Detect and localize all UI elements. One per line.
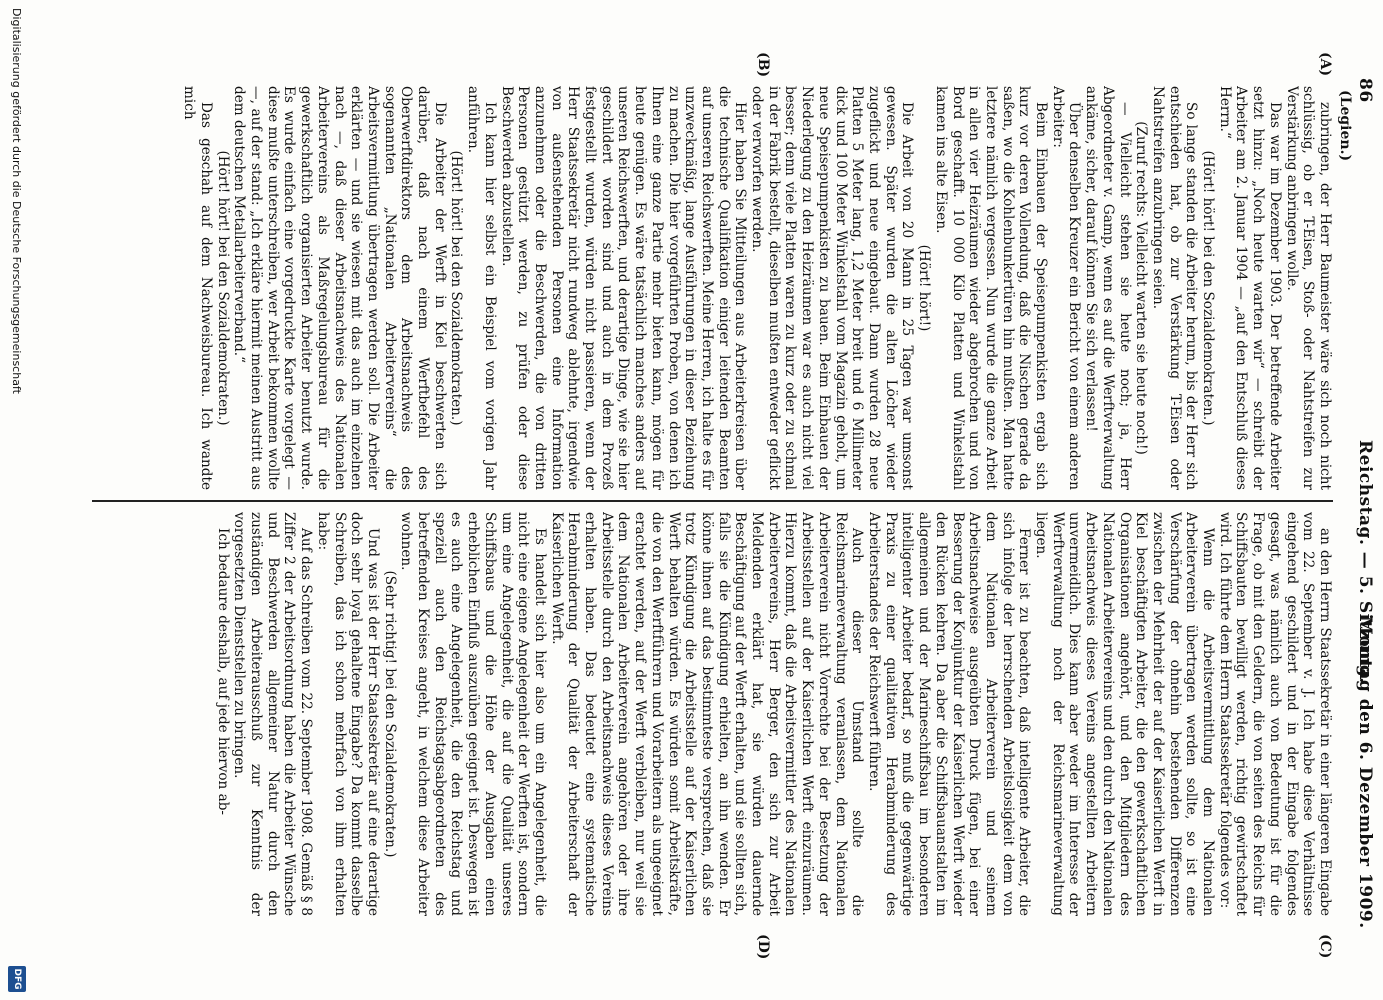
paragraph: Das war im Dezember 1903. Der betreffende Arbeiter setzt hinzu: „Noch heute warten wir“ — schreibt der Arbeiter am 2. Januar 1904 — „auf den Entschluß dieses Herrn.“: [1216, 86, 1283, 490]
speaker-name: (Legien.): [1337, 90, 1353, 162]
paragraph: (Hört! hört! bei den Sozialdemokraten.): [448, 150, 465, 426]
footer: [1, 0, 29, 1000]
paragraph: Die Arbeiter der Werft in Kiel beschwerten sich darüber, daß nach einem Werftbefehl des Oberwerftdirektors dem Arbeitsnachweis des sogenannten „Nationalen Arbeitervereins“ die Arbeitsvermittlung übertragen werden soll. Die Arbeiter erklärten — und sie wiesen mit das auch im einzelnen nach —, daß dieser Arbeitsnachweis des Nationalen Arbeitervereins als Maßregelungsbureau für die gewerkschaftlich organisierten Arbeiter benutzt wurde. Es wurde einfach eine vorgedruckte Karte vorgelegt — diese mußte unterschreiben, wer Arbeit bekommen wollte —, auf der stand: „Ich erkläre hiermit meinen Austritt aus dem deutschen Metallarbeiterverband.“: [231, 86, 448, 490]
page-number: 86: [1355, 78, 1375, 103]
margin-mark-d: (D): [755, 934, 771, 960]
paragraph: Die Arbeit von 20 Mann in 25 Tagen war umsonst gewesen. Später wurden die alten Löcher wieder zugeflickt und neue eingebaut. Dann wurden 28 neue Platten 5 Meter lang, 1,2 Meter breit und 6 Millimeter dick und 100 Meter Winkelstahl vom Magazin geholt, um neue Speisepumpenkisten zu bauen. Beim Einbauen der Niederlegung zu den Heizräumen war es auch nicht viel besser; denn viele Platten waren zu kurz oder zu schmal in der Fabrik bestellt, dieselben mußten entweder geflickt oder verworfen werden.: [749, 86, 916, 490]
paragraph: Das geschah auf dem Nachweisbureau. Ich wandte mich: [181, 86, 214, 490]
paragraph: So lange standen die Arbeiter herum, bis der Herr sich entschieden hat, ob zur Verstärkung T-Eisen oder Nahtstreifen anzubringen seien.: [1149, 86, 1200, 490]
paragraph: Ich bedaure deshalb, auf jede hiervon ab-: [214, 528, 231, 816]
left-column: [92, 86, 1333, 490]
running-header: [1349, 0, 1379, 1000]
paragraph: Und was ist der Herr Staatssekretär auf eine derartige doch sehr loyal gehaltene Eingabe? Da kommt dasselbe Schreiben, das ich schon mehrfach von ihm erhalten habe:: [314, 512, 381, 916]
paragraph: Auf das Schreiben vom 22. September 1908. Gemäß § 8 Ziffer 2 der Arbeitsordnung haben die Arbeiter Wünsche und Beschwerden allgemeiner Natur durch den zuständigen Arbeiterausschuß zur Kenntnis der vorgesetzten Dienststellen zu bringen.: [231, 512, 315, 916]
paragraph: Hier haben Sie Mitteilungen aus Arbeiterkreisen über die technische Qualifikation einiger leitenden Beamten auf unseren Reichswerften. Meine Herren, ich halte es für unzweckmäßig, lange Ausführungen in dieser Beziehung zu machen. Die hier vorgeführten Proben, von denen ich Ihnen eine ganze Partie mehr bieten kann, mögen für heute genügen. Es wäre tatsächlich manches anders auf unseren Reichswerften, und derartige Dinge, wie sie hier geschildert worden sind und auch in dem Prozeß festgestellt wurden, würden nicht passieren, wenn der Herr Staatssekretär nicht rundweg ablehnte, irgendwie von außenstehenden Personen eine Information anzunehmen oder die Beschwerden, die von dritten Personen gestützt werden, zu prüfen oder diese Beschwerden abzustellen.: [498, 86, 749, 490]
margin-mark-a: (A): [1317, 52, 1333, 77]
header-title: Reichstag. — 5. Sitzung.: [1355, 440, 1375, 684]
margin-mark-b: (B): [755, 52, 771, 78]
paragraph: Ich kann hier selbst ein Beispiel vom vorigen Jahr anführen.: [465, 86, 498, 490]
paragraph: zubringen, der Herr Baumeister wäre sich noch nicht schlüssig, ob er T-Eisen, Stoß- oder Nahtstreifen zur Verstärkung anbringen wolle.: [1283, 86, 1333, 490]
funding-note: Digitalisierung gefördert durch die Deutsche Forschungsgemeinschaft: [10, 8, 23, 394]
paragraph: an den Herrn Staatssekretär in einer längeren Eingabe vom 22. September v. J. Ich habe diese Verhältnisse eingehend geschildert und in der Eingabe folgendes gesagt, was nämlich auch von Bedeutung ist für die Frage, ob mit den Geldern, die von seiten des Reichs für Schiffsbauten bewilligt werden, richtig gewirtschaftet wird. Ich führte dem Herrn Staatssekretär folgendes vor:: [1216, 512, 1333, 916]
paragraph: Ferner ist zu beachten, daß intelligente Arbeiter, die sich infolge der herrschenden Arbeitslosigkeit dem von dem Nationalen Arbeiterverein und seinem Arbeitsnachweise ausgeübten Druck fügen, bei einer Besserung der Konjunktur der Kaiserlichen Werft wieder den Rücken kehren. Da aber die Schiffsbauanstalten im allgemeinen und der Marineschiffsbau im besonderen intelligenter Arbeiter bedarf, so muß die gegenwärtige Praxis zu einer qualitativen Herabminderung des Arbeiterstandes der Reichswerft führen.: [866, 512, 1033, 916]
paragraph: (Hört! hört! bei den Sozialdemokraten.): [1200, 150, 1217, 426]
paragraph: (Hört! hört! bei den Sozialdemokraten.): [214, 150, 231, 426]
paragraph: Auch dieser Umstand sollte die Reichsmarineverwaltung veranlassen, dem Nationalen Arbeiterverein nicht Vorrechte bei der Besetzung der Arbeitsstellen auf der Kaiserlichen Werft einzuräumen. Hierzu kommt, daß die Arbeitsvermittler des Nationalen Arbeitervereins, Herr Berger, den sich zur Arbeit Meldenden erklärt hat, sie würden dauernde Beschäftigung auf der Werft erhalten, und sie sollten sich, falls sie die Kündigung erhielten, an ihn wenden. Er könne ihnen auf das bestimmteste versprechen, daß sie trotz Kündigung die Arbeitsstelle auf der Kaiserlichen Werft behalten würden. Es würden somit Arbeitskräfte, die von den Werftführern und Vorarbeitern als ungeeignet erachtet werden, auf der Werft verbleiben, nur weil sie dem Nationalen Arbeiterverein angehören oder ihre Arbeitsstelle durch den Arbeitsnachweis dieses Vereins erhalten haben. Das bedeutet eine systematische Herabminderung der Qualität der Arbeiterschaft der Kaiserlichen Werft.: [548, 512, 866, 916]
paragraph: Wenn die Arbeitsvermittlung dem Nationalen Arbeiterverein übertragen werden sollte, so ist eine Verschärfung der ohnehin bestehenden Differenzen zwischen der Mehrheit der auf der Kaiserlichen Werft in Kiel beschäftigten Arbeiter, die den gewerkschaftlichen Organisationen angehört, und den Mitgliedern des Nationalen Arbeitervereins und den durch den Nationalen Arbeitsnachweis dieses Vereins angestellten Arbeitern unvermeidlich. Dies kann aber weder im Interesse der Werftverwaltung noch der Reichsmarineverwaltung liegen.: [1033, 512, 1217, 916]
paragraph: Es handelt sich hier also um ein Angelegenheit, die nicht eine eigene Angelegenheit der Werften ist, sondern um eine Angelegenheit, die auf die Qualität unseres Schiffsbaus und die Höhe der Ausgaben einen erheblichen Einfluß auszuüben geeignet ist. Deswegen ist es auch eine Angelegenheit, die den Reichstag und speziell auch den Reichstagsabgeordneten des betreffenden Kreises angeht, in welchem diese Arbeiter wohnen.: [398, 512, 548, 916]
paragraph: (Hört! hört!): [916, 244, 933, 332]
margin-mark-c: (C): [1317, 934, 1333, 959]
paragraph: — Vielleicht stehen sie heute noch; ja, Herr Abgeordneter v. Gamp, wenn es auf die Werftverwaltung ankäme, sicher, darauf können Sie sich verlassen!: [1083, 86, 1133, 490]
right-column: [92, 512, 1333, 916]
paragraph: (Sehr richtig! bei den Sozialdemokraten.): [381, 570, 398, 858]
column-divider: [92, 500, 1333, 502]
paragraph: Beim Einbauen der Speisepumpenkisten ergab sich kurz vor deren Vollendung, daß die Nischen gerade da saßen, wo die Kohlenbunkertüren hin mußten. Man hatte letztere nämlich vergessen. Nun wurde die ganze Arbeit in allen vier Heizräumen wieder abgebrochen und von Bord geschafft. 10 000 Kilo Platten und Winkelstahl kamen ins alte Eisen.: [932, 86, 1050, 490]
header-date: Montag den 6. Dezember 1909.: [1355, 616, 1375, 929]
paragraph: Über denselben Kreuzer ein Bericht von einem anderen Arbeiter:: [1049, 86, 1083, 490]
dfg-logo: DFG: [8, 966, 26, 992]
paragraph: (Zuruf rechts: Vielleicht warten sie heute noch!): [1133, 121, 1150, 455]
